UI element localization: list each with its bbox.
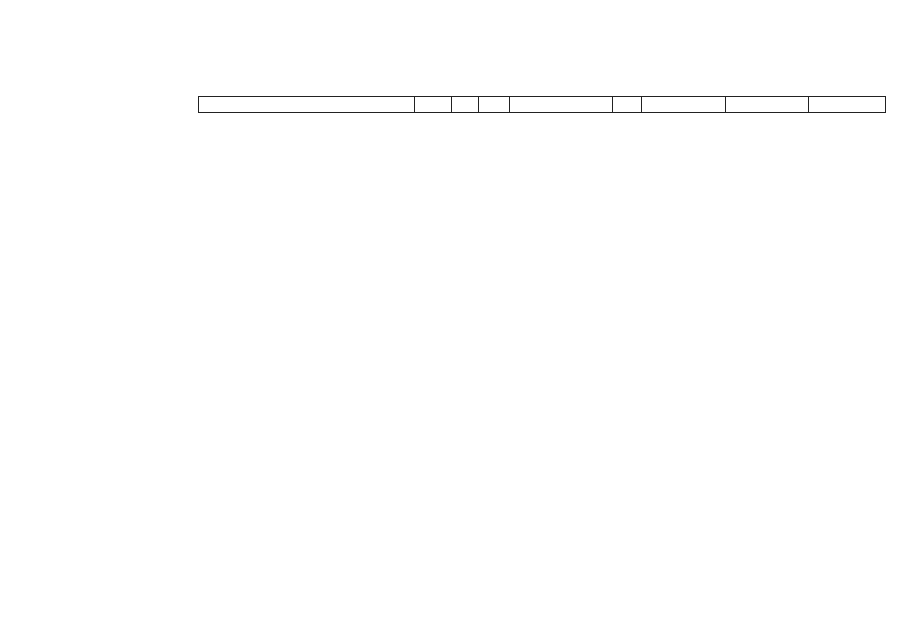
header-ved (414, 97, 451, 112)
header-name (199, 97, 414, 112)
header-vr (612, 97, 641, 112)
header-rz (451, 97, 478, 112)
header-2018 (725, 97, 808, 112)
header-2019 (808, 97, 885, 112)
table-header (198, 96, 886, 113)
header-csr (509, 97, 612, 112)
header-pr (478, 97, 509, 112)
header-2017 (641, 97, 725, 112)
